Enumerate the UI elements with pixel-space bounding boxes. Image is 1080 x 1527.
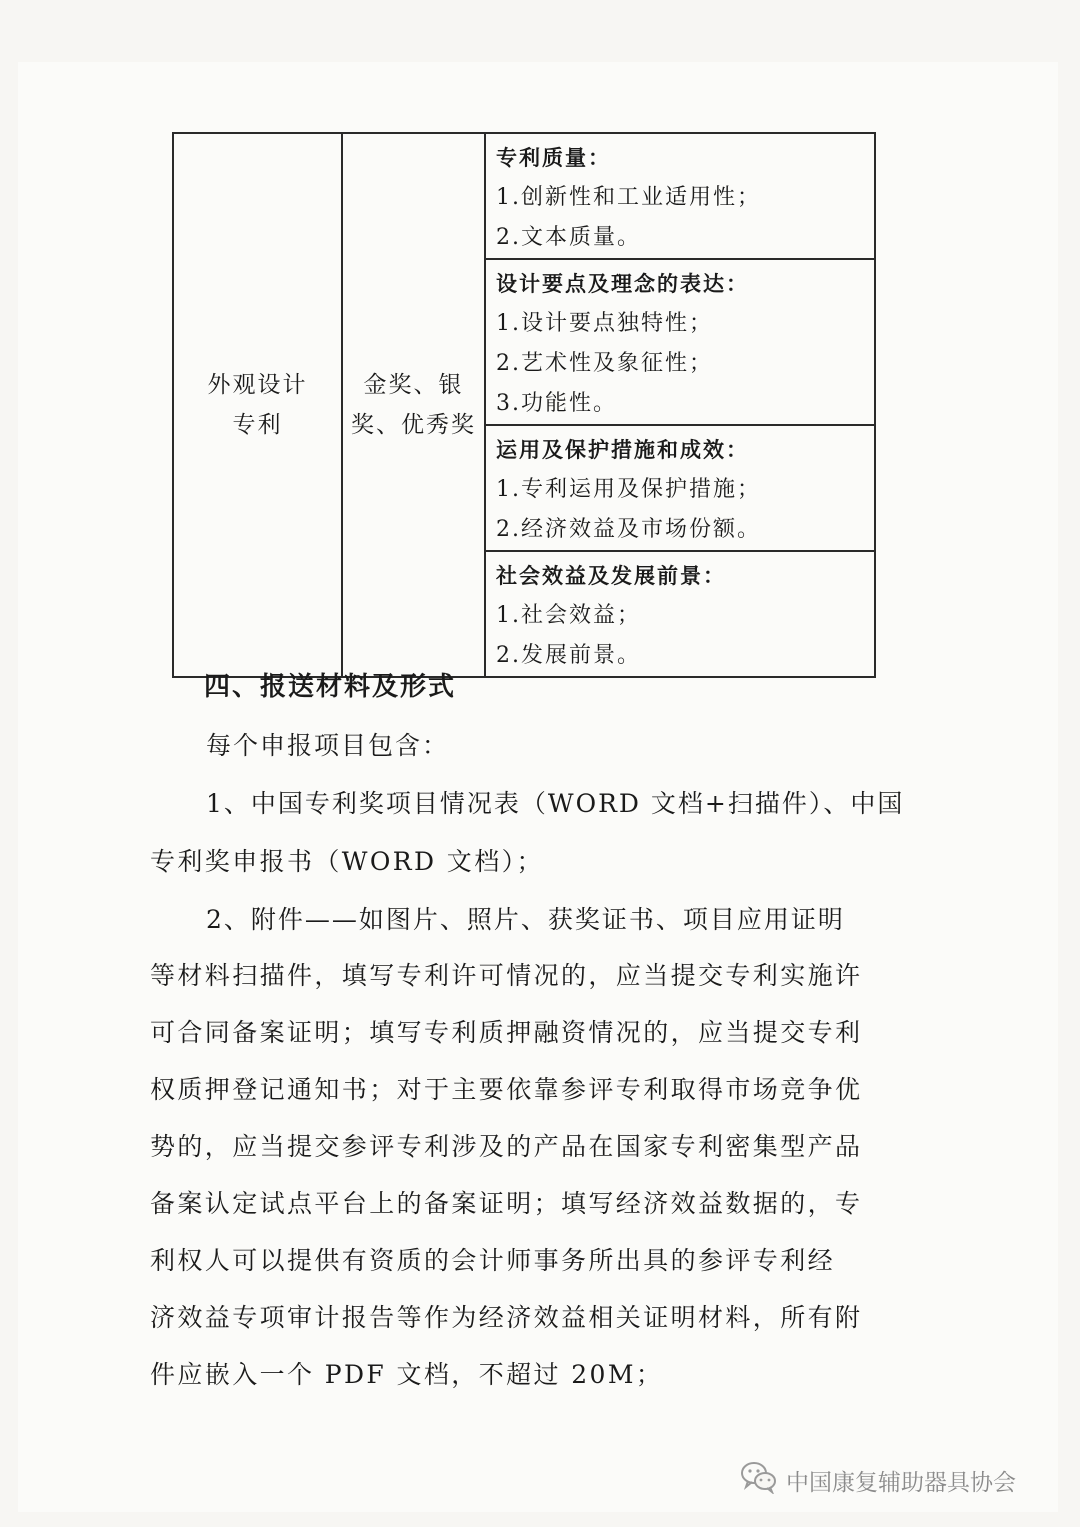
criteria-cell xyxy=(485,133,875,259)
item2-line: 2、附件——如图片、照片、获奖证书、项目应用证明 xyxy=(206,905,845,934)
criteria-cell xyxy=(485,551,875,677)
criteria-item: 1.设计要点独特性； xyxy=(496,311,713,336)
section-heading: 四、报送材料及形式 xyxy=(204,672,457,702)
item2-line: 利权人可以提供有资质的会计师事务所出具的参评专利经 xyxy=(150,1246,836,1275)
item2-line: 势的，应当提交参评专利涉及的产品在国家专利密集型产品 xyxy=(150,1132,863,1161)
item1-line: 1、中国专利奖项目情况表（WORD 文档+扫描件）、中国 xyxy=(206,789,905,818)
item2-line: 等材料扫描件，填写专利许可情况的，应当提交专利实施许 xyxy=(150,961,863,990)
awards-cell xyxy=(342,133,485,677)
category-line: 外观设计 xyxy=(207,372,308,398)
criteria-heading: 社会效益及发展前景： xyxy=(496,564,726,588)
criteria-cell xyxy=(485,259,875,425)
criteria-item: 2.经济效益及市场份额。 xyxy=(496,517,761,542)
wechat-icon xyxy=(740,1460,778,1500)
criteria-item: 2.发展前景。 xyxy=(496,643,641,668)
item2-line: 备案认定试点平台上的备案证明；填写经济效益数据的，专 xyxy=(150,1189,863,1218)
criteria-item: 2.文本质量。 xyxy=(496,225,641,250)
criteria-heading: 设计要点及理念的表达： xyxy=(496,272,749,296)
item2-line: 济效益专项审计报告等作为经济效益相关证明材料，所有附 xyxy=(150,1303,863,1332)
criteria-item: 2.艺术性及象征性； xyxy=(496,351,713,376)
awards-line: 金奖、银 xyxy=(363,372,464,398)
category-cell xyxy=(173,133,342,677)
watermark-text: 中国康复辅助器具协会 xyxy=(786,1469,1016,1496)
watermark xyxy=(740,1460,1016,1500)
awards-line: 奖、优秀奖 xyxy=(351,412,476,438)
item2-line: 可合同备案证明；填写专利质押融资情况的，应当提交专利 xyxy=(150,1018,863,1047)
intro-paragraph: 每个申报项目包含： xyxy=(206,731,450,760)
criteria-heading: 运用及保护措施和成效： xyxy=(496,438,749,462)
criteria-heading: 专利质量： xyxy=(496,146,611,170)
criteria-item: 1.创新性和工业适用性； xyxy=(496,185,761,210)
category-line: 专利 xyxy=(232,412,283,438)
criteria-item: 1.社会效益； xyxy=(496,603,641,628)
item2-line: 权质押登记通知书；对于主要依靠参评专利取得市场竞争优 xyxy=(150,1075,863,1104)
criteria-item: 1.专利运用及保护措施； xyxy=(496,477,761,502)
criteria-item: 3.功能性。 xyxy=(496,391,617,416)
criteria-cell xyxy=(485,425,875,551)
item1-line: 专利奖申报书（WORD 文档）； xyxy=(150,847,544,876)
item2-line: 件应嵌入一个 PDF 文档，不超过 20M； xyxy=(150,1360,664,1389)
evaluation-table xyxy=(172,132,876,678)
